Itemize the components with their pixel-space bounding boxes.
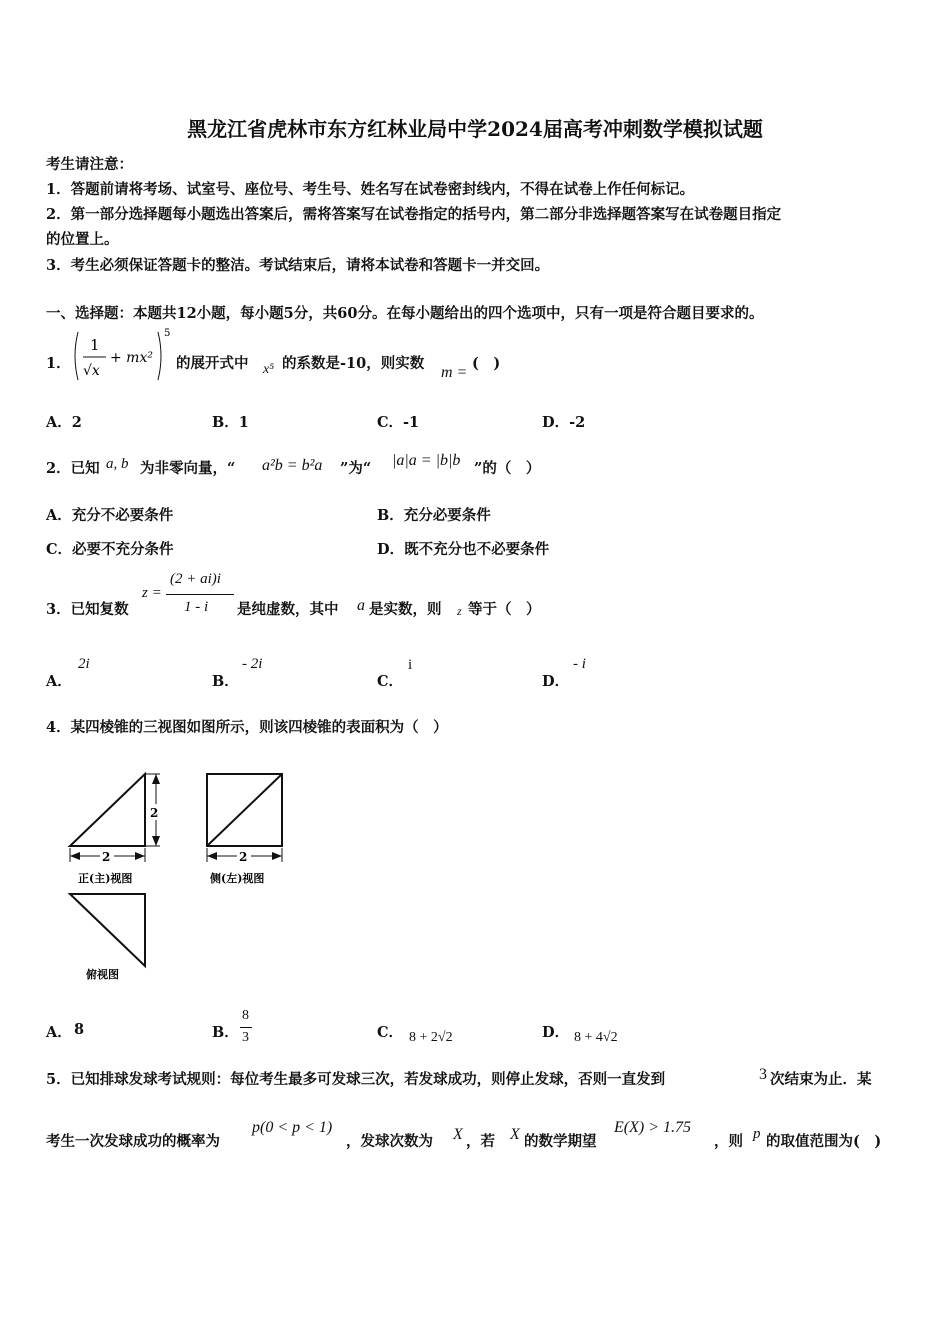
q5-text: ，发球次数为 (346, 1133, 433, 1150)
q1-option-d: D．-2 (542, 414, 586, 431)
q2-expr2: |a|a = |b|b (392, 452, 461, 469)
q1-m: m = (441, 364, 468, 381)
notice-item: 3．考生必须保证答题卡的整洁。考试结束后，请将本试卷和答题卡一并交回。 (46, 257, 550, 274)
q5-text: 的数学期望 (524, 1133, 597, 1150)
q1-text: 的展开式中 (176, 355, 249, 372)
q3-option-d-value: - i (573, 656, 586, 672)
q3-option-d-label: D． (542, 673, 570, 690)
q2-text: 为非零向量，“ (140, 460, 236, 477)
page-title: 黑龙江省虎林市东方红林业局中学2024届高考冲刺数学模拟试题 (187, 117, 763, 141)
q1-option-c: C．-1 (377, 414, 420, 431)
q2-option-a: A．充分不必要条件 (46, 507, 174, 524)
notice-item: 1．答题前请将考场、试室号、座位号、考生号、姓名写在试卷密封线内，不得在试卷上作任何标记。 (46, 181, 695, 198)
q5-X: X (510, 1126, 520, 1143)
dim-front-width: 2 (102, 850, 111, 864)
q1-option-b: B．1 (212, 414, 249, 431)
q5-text: 考生一次发球成功的概率为 (46, 1133, 220, 1150)
q1-expression (70, 326, 170, 386)
side-view-label: 侧(左)视图 (210, 872, 265, 885)
q3-option-c-value: i (408, 657, 413, 673)
q5-text: ，则 (714, 1133, 743, 1150)
q3-text: 是实数，则 (369, 601, 442, 618)
q4-option-a-value: 8 (74, 1021, 85, 1038)
q3-option-a-label: A． (46, 673, 72, 690)
q5-p: p (753, 1126, 761, 1142)
q1-plus-term: + mx² (110, 350, 153, 366)
q5-text: ，若 (466, 1133, 495, 1150)
q3-z-eq: z = (142, 585, 162, 601)
q2-number: 2．已知 (46, 460, 100, 477)
q2-expr1: a²b = b²a (262, 457, 323, 474)
q4-option-b-den: 3 (242, 1030, 249, 1045)
q4-option-c-value: 8 + 2√2 (409, 1030, 453, 1045)
q2-option-b: B．充分必要条件 (377, 507, 491, 524)
q5-text: 5．已知排球发球考试规则：每位考生最多可发球三次，若发球成功，则停止发球，否则一直发到 (46, 1071, 666, 1088)
notice-item: 的位置上。 (46, 231, 119, 248)
q5-text: 的取值范围为( ) (766, 1133, 882, 1150)
q4-option-c-label: C． (377, 1024, 404, 1041)
q5-expectation: E(X) > 1.75 (614, 1119, 691, 1136)
q4-option-b-bar (240, 1027, 252, 1028)
q3-text: 是纯虚数，其中 (237, 601, 339, 618)
q2-ab: a, b (106, 456, 129, 472)
section-heading: 一、选择题：本题共12小题，每小题5分，共60分。在每小题给出的四个选项中，只有一项是符合题目要求的。 (46, 305, 764, 322)
q3-numerator: (2 + ai)i (170, 571, 221, 587)
q5-p-range: p(0 < p < 1) (252, 1119, 333, 1136)
top-view (70, 894, 145, 981)
dim-front-height: 2 (150, 806, 159, 820)
three-view-figure (60, 766, 290, 986)
dim-side-width: 2 (239, 850, 248, 864)
q3-z: z (457, 604, 462, 618)
q4-option-a-label: A． (46, 1024, 72, 1041)
q3-denominator: 1 - i (184, 599, 209, 615)
side-view (207, 774, 282, 885)
q4-option-d-value: 8 + 4√2 (574, 1030, 618, 1045)
q3-option-a-value: 2i (78, 656, 90, 672)
q3-a: a (357, 597, 365, 614)
front-view (70, 774, 162, 885)
q1-number: 1． (46, 355, 71, 372)
q1-text: 的系数是-10，则实数 (282, 355, 425, 372)
q3-number: 3．已知复数 (46, 601, 129, 618)
q5-three: 3 (759, 1066, 767, 1083)
notice-heading: 考生请注意： (46, 156, 133, 173)
q4-option-b-label: B． (212, 1024, 239, 1041)
q2-text: ”的（ ） (474, 460, 541, 477)
q1-paren: ( ) (472, 355, 501, 372)
q1-power: 5 (164, 328, 170, 339)
q5-text: 次结束为止．某 (770, 1071, 872, 1088)
q2-text: ”为“ (340, 460, 372, 477)
front-view-label: 正(主)视图 (78, 872, 133, 885)
q3-option-b-label: B． (212, 673, 239, 690)
q1-option-a: A．2 (46, 414, 82, 431)
q4-option-d-label: D． (542, 1024, 570, 1041)
q2-option-d: D．既不充分也不必要条件 (377, 541, 550, 558)
q1-frac-num: 1 (90, 336, 100, 354)
top-view-label: 俯视图 (86, 968, 119, 981)
q4-option-b-num: 8 (242, 1008, 249, 1023)
notice-item: 2．第一部分选择题每小题选出答案后，需将答案写在试卷指定的括号内，第二部分非选择题答案写在试卷题目指定 (46, 206, 782, 223)
q1-frac-den: √x (83, 363, 100, 379)
q5-X: X (453, 1126, 463, 1143)
q4-stem: 4．某四棱锥的三视图如图所示，则该四棱锥的表面积为（ ） (46, 719, 448, 736)
q3-fraction-bar (166, 594, 234, 595)
q3-text: 等于（ ） (468, 601, 541, 618)
q3-option-c-label: C． (377, 673, 404, 690)
q1-x5: x⁵ (263, 362, 275, 377)
q2-option-c: C．必要不充分条件 (46, 541, 174, 558)
q3-option-b-value: - 2i (242, 656, 263, 672)
